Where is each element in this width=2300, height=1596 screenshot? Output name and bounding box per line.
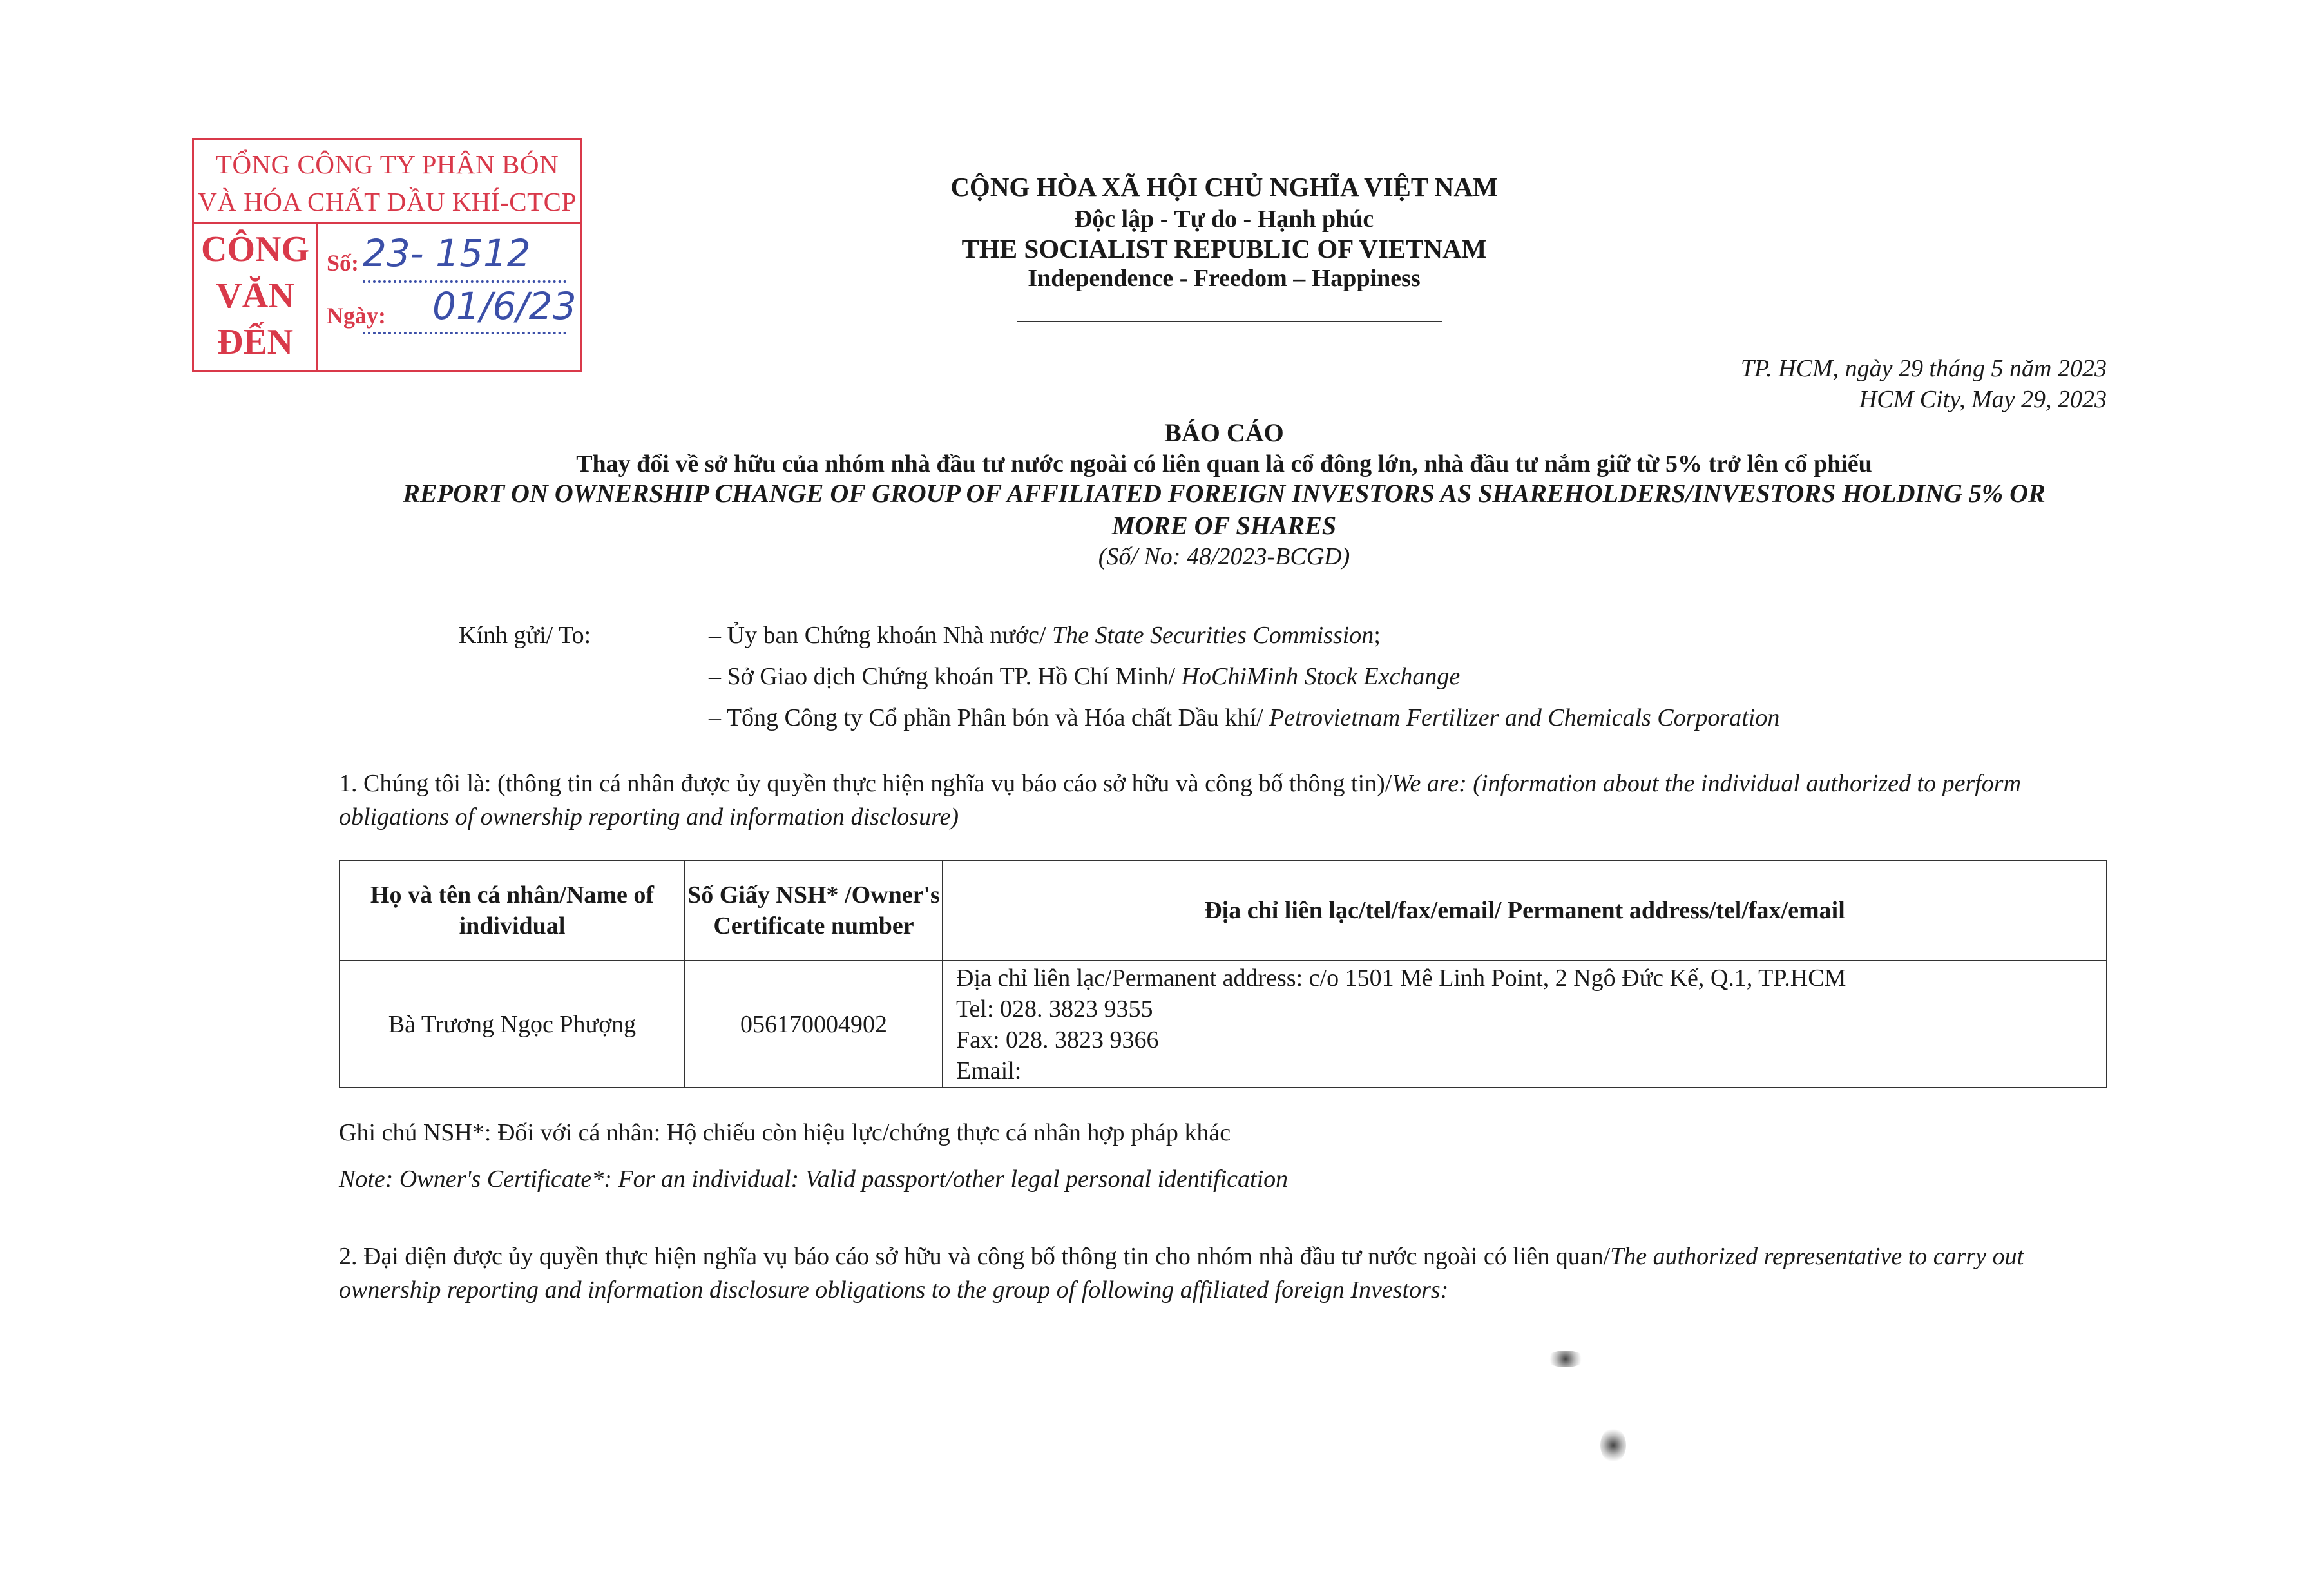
note-en: Note: Owner's Certificate*: For an individual: Valid passport/other legal personal identification (339, 1166, 1289, 1193)
incoming-document-stamp (192, 138, 582, 372)
cell-address (943, 961, 2107, 1088)
date-vi: TP. HCM, ngày 29 tháng 5 năm 2023 (1740, 355, 2107, 382)
stamp-ngay-handwritten: 01/6/23 (432, 284, 577, 328)
email-line: Email: (956, 1057, 1022, 1084)
section-2-paragraph: 2. Đại diện được ủy quyền thực hiện nghĩa vụ báo cáo sở hữu và công bố thông tin cho nhóm nhà đầu tư nước ngoài có liên quan/The authorized representative to carry out ownership reporting and information disclosure obligations to the group of following affiliated foreign Investors: (339, 1243, 2024, 1303)
stamp-divider-vertical (316, 222, 318, 370)
stamp-so-label: Số: (327, 250, 359, 276)
stamp-dotted-line (363, 332, 566, 334)
stamp-ngay-label: Ngày: (327, 303, 386, 329)
recipient-item: – Sở Giao dịch Chứng khoán TP. Hồ Chí Minh/ HoChiMinh Stock Exchange (709, 663, 1461, 690)
recipients-label: Kính gửi/ To: (459, 622, 591, 649)
scan-smudge (1600, 1428, 1626, 1463)
report-subtitle-vi: Thay đổi về sở hữu của nhóm nhà đầu tư nước ngoài có liên quan là cổ đông lớn, nhà đầu tư nắm giữ từ 5% trở lên cổ phiếu (576, 450, 1872, 477)
address-line: Địa chỉ liên lạc/Permanent address: c/o 1501 Mê Linh Point, 2 Ngô Đức Kế, Q.1, TP.HCM (956, 965, 1846, 992)
stamp-word-van: VĂN (216, 276, 294, 316)
stamp-so-handwritten: 23- 1512 (363, 231, 531, 275)
motto-vi: Độc lập - Tự do - Hạnh phúc (1074, 206, 1374, 233)
report-title: BÁO CÁO (1164, 418, 1284, 447)
section-1-paragraph: 1. Chúng tôi là: (thông tin cá nhân được ủy quyền thực hiện nghĩa vụ báo cáo sở hữu và công bố thông tin)/We are: (information about the individual authorized to perform obligations of ownership reporting and information disclosure) (339, 770, 2022, 831)
cell-name: Bà Trương Ngọc Phượng (340, 961, 685, 1088)
fax-line: Fax: 028. 3823 9366 (956, 1026, 1159, 1053)
stamp-divider (194, 222, 580, 224)
stamp-company-line2: VÀ HÓA CHẤT DẦU KHÍ-CTCP (198, 187, 577, 216)
date-en: HCM City, May 29, 2023 (1859, 386, 2107, 413)
recipient-item: – Tổng Công ty Cổ phần Phân bón và Hóa chất Dầu khí/ Petrovietnam Fertilizer and Chemicals Corporation (709, 704, 1780, 731)
scan-smudge (1546, 1351, 1585, 1367)
report-number: (Số/ No: 48/2023-BCGD) (1098, 543, 1350, 570)
report-subtitle-en-line2: MORE OF SHARES (1111, 511, 1337, 540)
tel-line: Tel: 028. 3823 9355 (956, 995, 1153, 1023)
column-header-name: Họ và tên cá nhân/Name of individual (340, 860, 685, 961)
stamp-company-line1: TỔNG CÔNG TY PHÂN BÓN (215, 149, 559, 179)
recipient-item: – Ủy ban Chứng khoán Nhà nước/ The State Securities Commission; (709, 622, 1381, 649)
stamp-word-cong: CÔNG (201, 229, 309, 269)
stamp-dotted-line (363, 280, 566, 283)
individual-info-table (339, 860, 2107, 1088)
table-header-row (340, 860, 2107, 961)
header-underline (1017, 321, 1442, 322)
column-header-address: Địa chỉ liên lạc/tel/fax/email/ Permanent address/tel/fax/email (943, 860, 2107, 961)
table-row (340, 961, 2107, 1088)
country-name-en: THE SOCIALIST REPUBLIC OF VIETNAM (961, 234, 1487, 264)
motto-en: Independence - Freedom – Happiness (1028, 265, 1421, 292)
column-header-certificate: Số Giấy NSH* /Owner's Certificate number (685, 860, 943, 961)
country-name-vi: CỘNG HÒA XÃ HỘI CHỦ NGHĨA VIỆT NAM (950, 172, 1498, 202)
stamp-word-den: ĐẾN (216, 322, 294, 362)
cell-certificate: 056170004902 (685, 961, 943, 1088)
note-vi: Ghi chú NSH*: Đối với cá nhân: Hộ chiếu còn hiệu lực/chứng thực cá nhân hợp pháp khác (339, 1119, 1231, 1146)
report-subtitle-en-line1: REPORT ON OWNERSHIP CHANGE OF GROUP OF AFFILIATED FOREIGN INVESTORS AS SHAREHOLDERS/INVESTORS HOLDING 5% OR (403, 479, 2046, 508)
